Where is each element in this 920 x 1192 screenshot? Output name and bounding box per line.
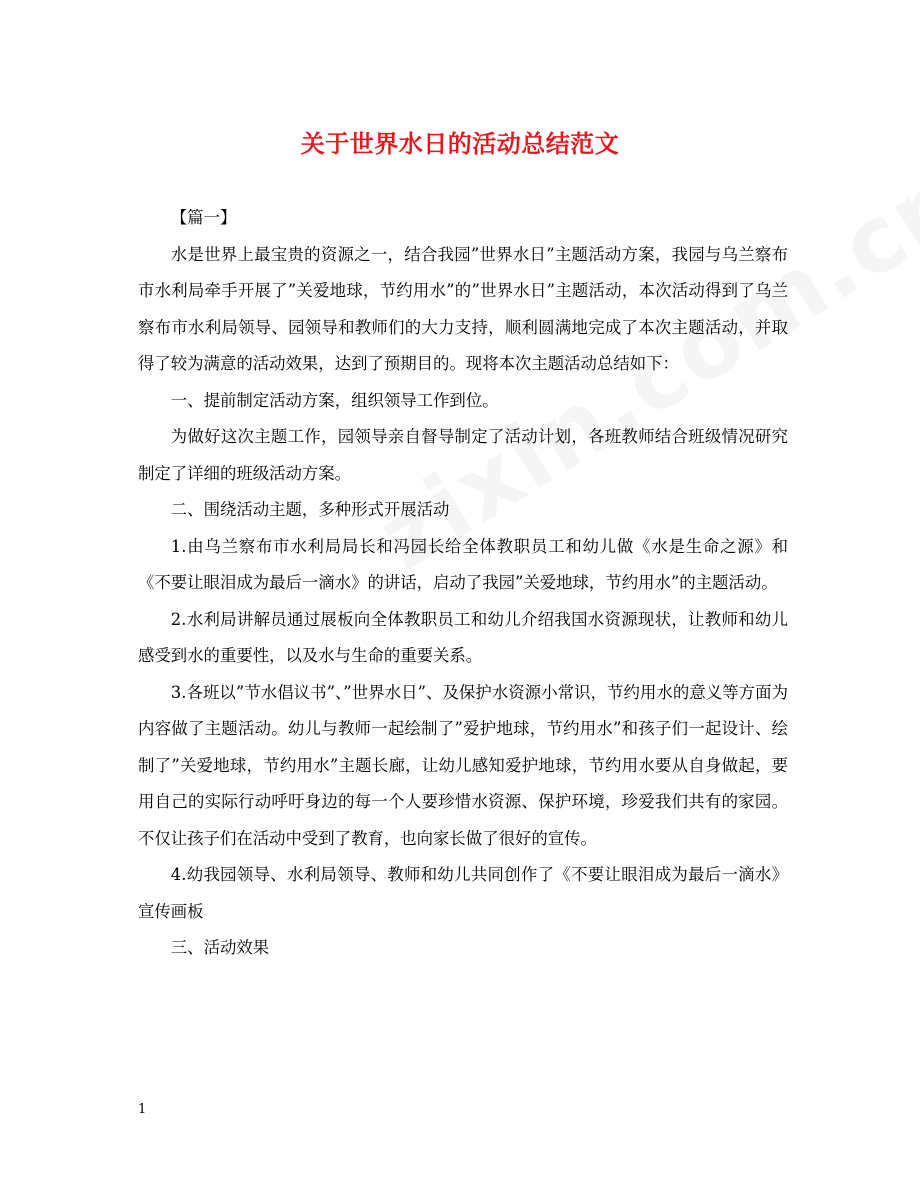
paragraph: 三、活动效果 xyxy=(170,938,270,957)
paragraph: 4.幼我园领导、水利局领导、教师和幼儿共同创作了《不要让眼泪成为最后一滴水》宣传画板 xyxy=(138,865,788,921)
paragraph: 水是世界上最宝贵的资源之一，结合我园”世界水日”主题活动方案，我园与乌兰察布市水利局牵手开展了”关爱地球，节约用水”的”世界水日”主题活动，本次活动得到了乌兰察布市水利局领导、园领导和教师们的大力支持，顺利圆满地完成了本次主题活动，并取得了较为满意的活动效果，达到了预期目的。现将本次主题活动总结如下： xyxy=(138,244,788,373)
paragraph: 一、提前制定活动方案，组织领导工作到位。 xyxy=(170,390,499,410)
document-body xyxy=(138,200,788,967)
paragraph: 2.水利局讲解员通过展板向全体教职员工和幼儿介绍我国水资源现状，让教师和幼儿感受到水的重要性，以及水与生命的重要关系。 xyxy=(138,609,788,665)
section-heading: 【篇一】 xyxy=(170,208,237,227)
page-number: 1 xyxy=(138,1102,147,1117)
paragraph: 1.由乌兰察布市水利局局长和冯园长给全体教职员工和幼儿做《水是生命之源》和《不要让眼泪成为最后一滴水》的讲话，启动了我园”关爱地球，节约用水”的主题活动。 xyxy=(138,536,788,592)
paragraph: 3.各班以”节水倡议书”、”世界水日”、及保护水资源小常识，节约用水的意义等方面为内容做了主题活动。幼儿与教师一起绘制了”爱护地球，节约用水”和孩子们一起设计、绘制了”关爱地球，节约用水”主题长廊，让幼儿感知爱护地球，节约用水要从自身做起，要用自己的实际行动呼吁身边的每一个人要珍惜水资源、保护环境，珍爱我们共有的家园。不仅让孩子们在活动中受到了教育，也向家长做了很好的宣传。 xyxy=(138,682,788,848)
paragraph: 二、围绕活动主题，多种形式开展活动 xyxy=(170,500,450,519)
document-title: 关于世界水日的活动总结范文 xyxy=(300,129,620,158)
paragraph: 为做好这次主题工作，园领导亲自督导制定了活动计划，各班教师结合班级情况研究制定了详细的班级活动方案。 xyxy=(138,427,788,483)
